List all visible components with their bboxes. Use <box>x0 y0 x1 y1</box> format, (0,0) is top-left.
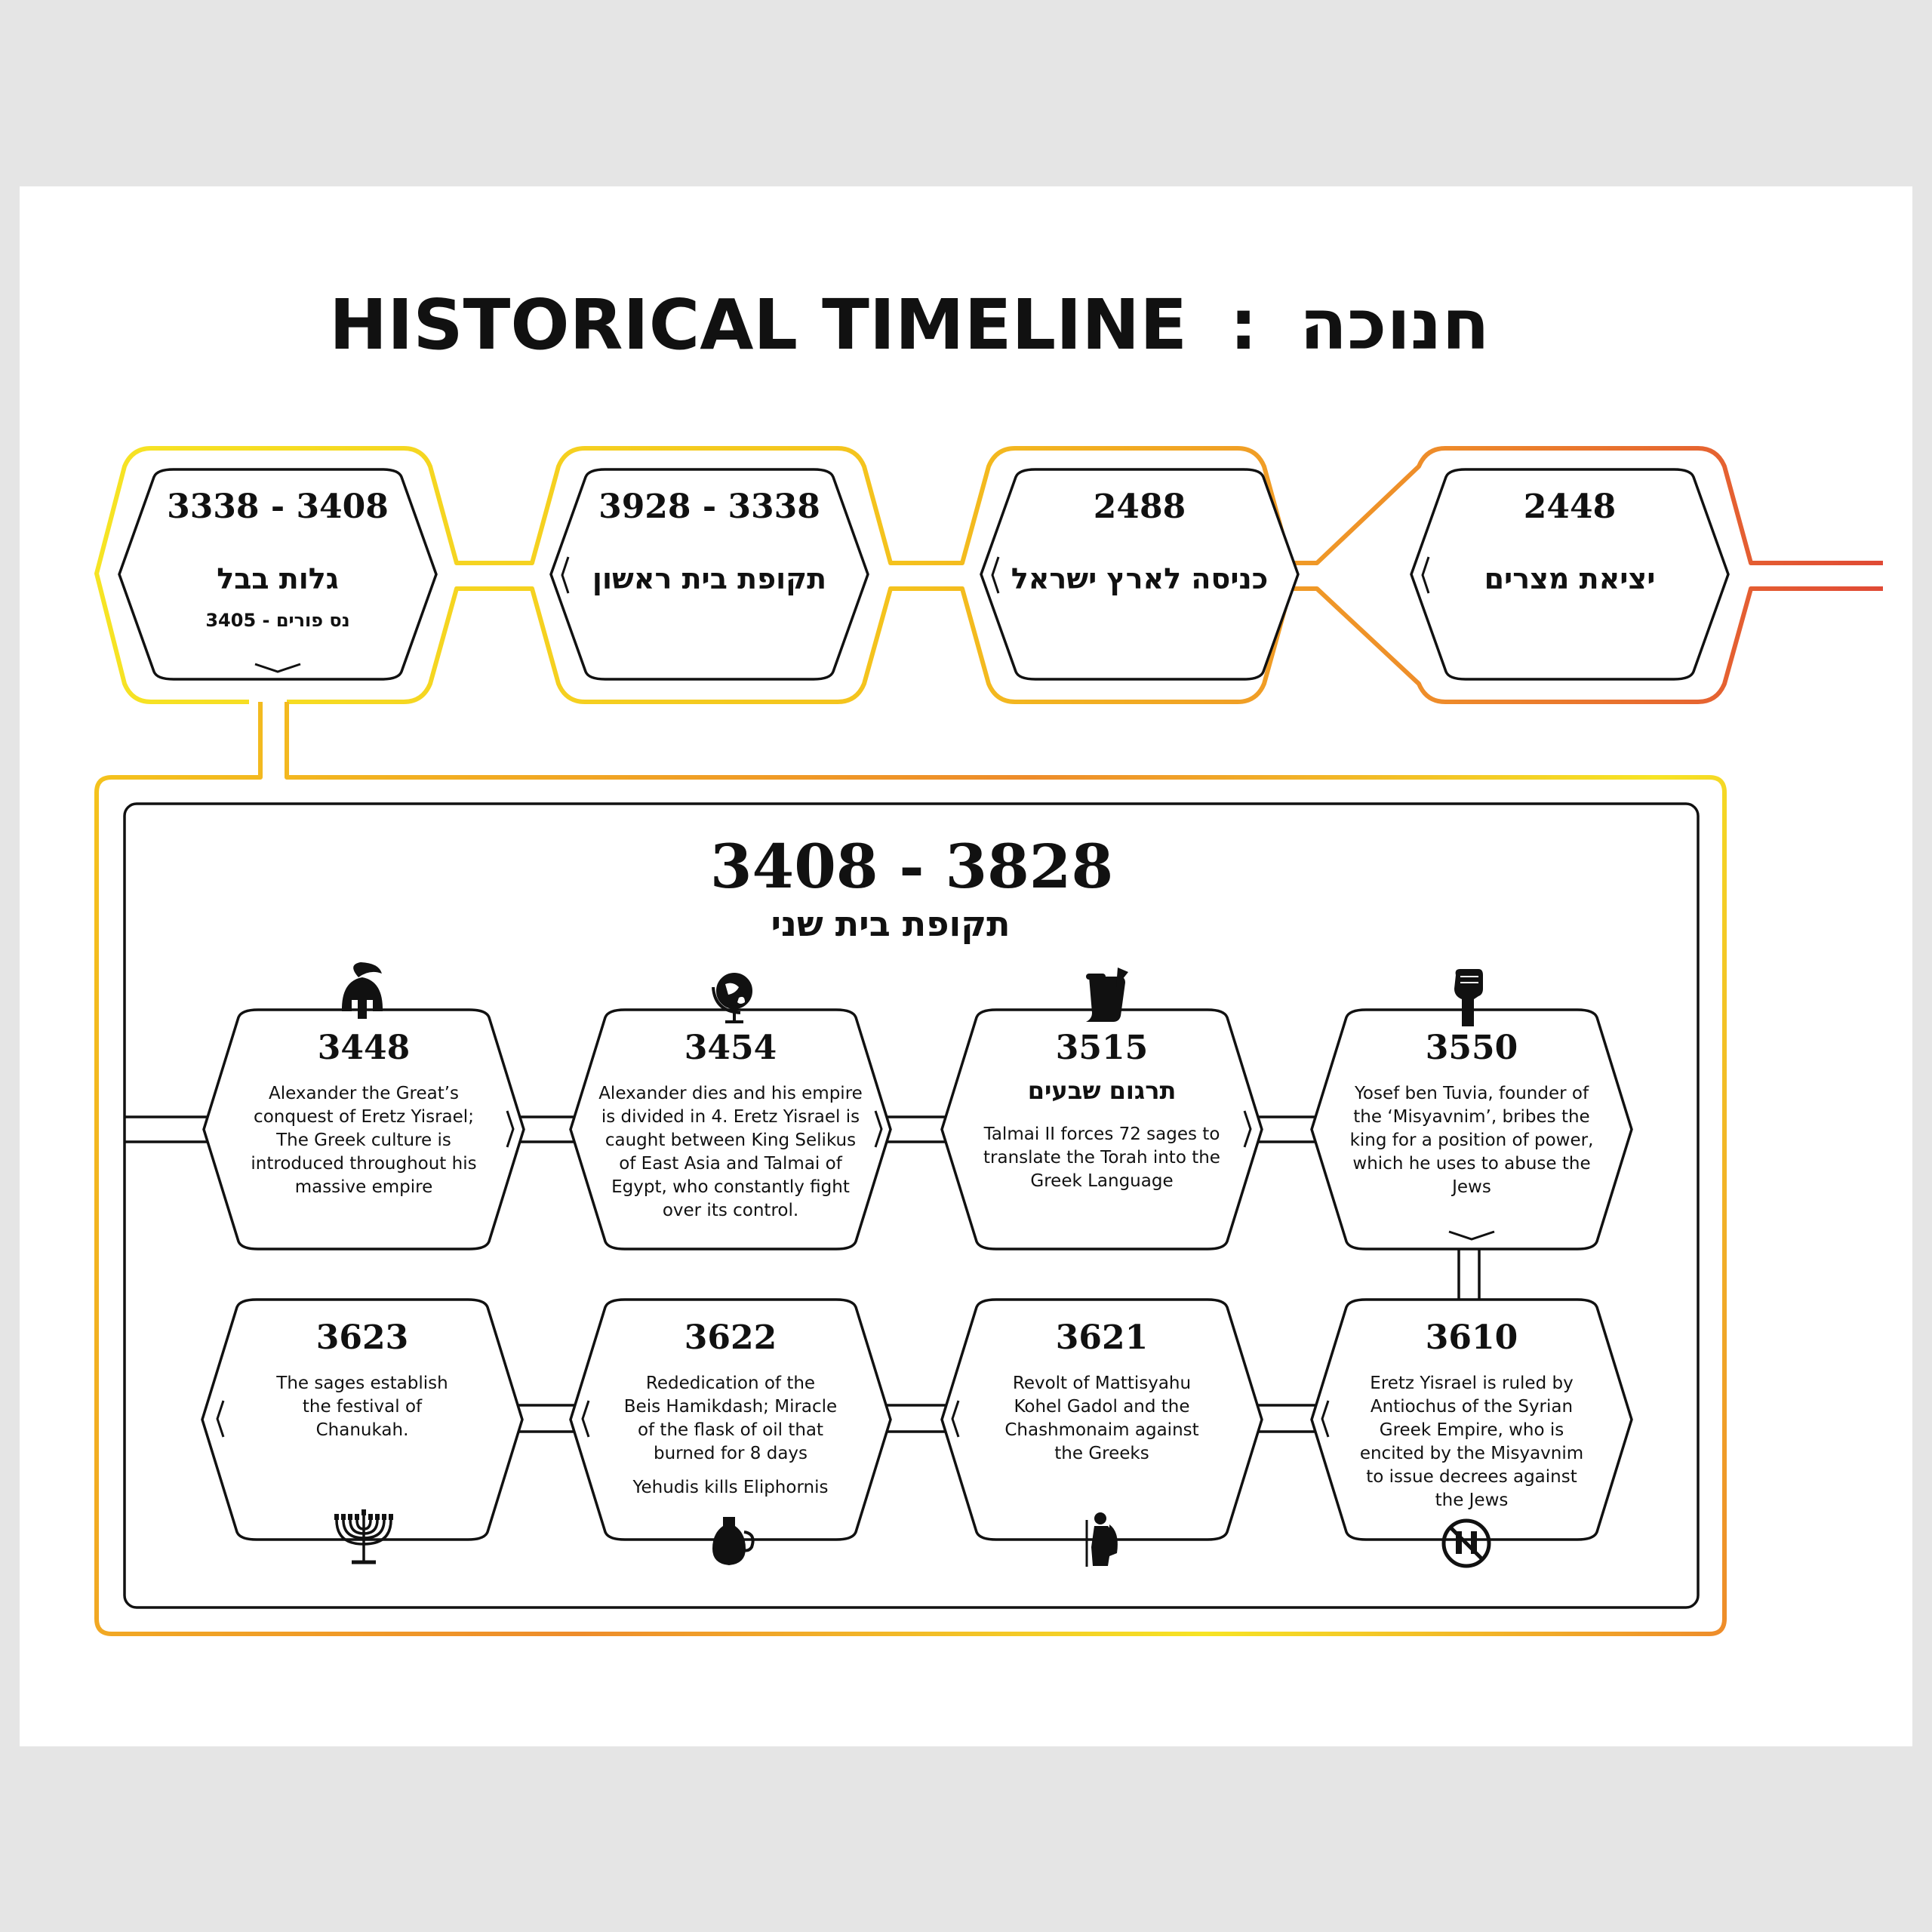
top-period-name: גלות בבל <box>217 562 339 595</box>
event-description-line: caught between King Selikus <box>605 1131 857 1150</box>
event-card <box>204 1010 524 1249</box>
top-period-years: 2488 <box>1093 488 1186 526</box>
event-description-line: Antiochus of the Syrian <box>1370 1397 1574 1417</box>
event-description-line: introduced throughout his <box>251 1154 477 1174</box>
title-english: HISTORICAL TIMELINE <box>329 285 1188 365</box>
event-description-line: Beis Hamikdash; Miracle <box>623 1397 838 1417</box>
timeline-diagram <box>20 186 1912 1746</box>
event-year: 3623 <box>315 1318 409 1357</box>
event-card <box>942 1010 1262 1249</box>
page-title <box>329 285 1490 365</box>
event-description-line: Alexander the Great’s <box>268 1084 460 1103</box>
top-period-name: כניסה לארץ ישראל <box>1011 562 1269 595</box>
event-card <box>571 1300 891 1540</box>
poster-card <box>20 186 1912 1746</box>
event-card <box>942 1300 1262 1540</box>
event-description-line: Greek Language <box>1030 1171 1174 1191</box>
event-description-line: The Greek culture is <box>276 1131 451 1150</box>
event-year: 3621 <box>1055 1318 1149 1357</box>
event-hebrew-title: תרגום שבעים <box>1027 1076 1177 1105</box>
event-description-line: Chashmonaim against <box>1004 1420 1199 1440</box>
spartan-helmet-icon <box>342 962 383 1019</box>
top-period-card <box>981 469 1298 679</box>
event-description-line: over its control. <box>662 1201 799 1220</box>
second-temple-years: 3408 - 3828 <box>709 831 1114 902</box>
event-card <box>1312 1300 1632 1540</box>
top-period-years: 3338 - 3408 <box>167 488 389 526</box>
event-description-line: Talmai II forces 72 sages to <box>983 1124 1220 1144</box>
event-year: 3550 <box>1425 1029 1518 1067</box>
event-year: 3448 <box>317 1029 411 1067</box>
top-period-card <box>119 469 436 679</box>
event-year: 3454 <box>684 1029 777 1067</box>
event-description-line: massive empire <box>294 1177 433 1197</box>
event-description-line: Yosef ben Tuvia, founder of <box>1354 1084 1589 1103</box>
event-description-line: The sages establish <box>276 1374 448 1393</box>
event-description-line: the Jews <box>1435 1491 1509 1510</box>
event-description-line: which he uses to abuse the <box>1352 1154 1591 1174</box>
event-description-line: of East Asia and Talmai of <box>619 1154 842 1174</box>
top-period-card <box>1411 469 1728 679</box>
event-description-line: burned for 8 days <box>653 1444 808 1463</box>
event-description-line: the festival of <box>302 1397 423 1417</box>
event-description-line: Egypt, who constantly fight <box>611 1177 850 1197</box>
event-description-line: king for a position of power, <box>1349 1131 1594 1150</box>
event-card <box>202 1300 522 1540</box>
event-year: 3622 <box>684 1318 777 1357</box>
event-extra-line: Yehudis kills Eliphornis <box>632 1478 829 1497</box>
event-description-line: the Greeks <box>1054 1444 1149 1463</box>
top-period-years: 3928 - 3338 <box>598 488 820 526</box>
event-card <box>571 1010 891 1249</box>
top-period-name: יציאת מצרים <box>1484 562 1656 595</box>
events-row-1 <box>204 1010 1632 1249</box>
event-description-line: translate the Torah into the <box>983 1148 1220 1168</box>
event-description-line: encited by the Misyavnim <box>1359 1444 1584 1463</box>
second-temple-name: תקופת בית שני <box>771 903 1011 944</box>
event-description-line: of the flask of oil that <box>637 1420 824 1440</box>
event-description-line: Eretz Yisrael is ruled by <box>1370 1374 1574 1393</box>
top-period-name: תקופת בית ראשון <box>592 562 827 595</box>
top-period-sub: נס פורים - 3405 <box>205 610 350 631</box>
title-hebrew: חנוכה <box>1300 285 1490 365</box>
event-description-line: Revolt of Mattisyahu <box>1012 1374 1192 1393</box>
event-description-line: Chanukah. <box>315 1420 409 1440</box>
events-row-2 <box>202 1300 1632 1540</box>
event-card <box>1312 1010 1632 1249</box>
event-description-line: conquest of Eretz Yisrael; <box>254 1107 474 1127</box>
event-description-line: Greek Empire, who is <box>1379 1420 1564 1440</box>
event-description-line: Kohel Gadol and the <box>1014 1397 1190 1417</box>
event-description-line: Alexander dies and his empire <box>598 1084 863 1103</box>
event-description-line: Rededication of the <box>645 1374 816 1393</box>
title-separator: : <box>1229 285 1257 365</box>
event-year: 3515 <box>1055 1029 1149 1067</box>
event-description-line: the ‘Misyavnim’, bribes the <box>1353 1107 1590 1127</box>
top-period-years: 2448 <box>1523 488 1617 526</box>
top-periods <box>119 469 1728 679</box>
event-year: 3610 <box>1425 1318 1518 1357</box>
top-period-card <box>551 469 868 679</box>
event-description-line: is divided in 4. Eretz Yisrael is <box>601 1107 860 1127</box>
event-description-line: Jews <box>1452 1177 1491 1197</box>
event-description-line: to issue decrees against <box>1366 1467 1577 1487</box>
